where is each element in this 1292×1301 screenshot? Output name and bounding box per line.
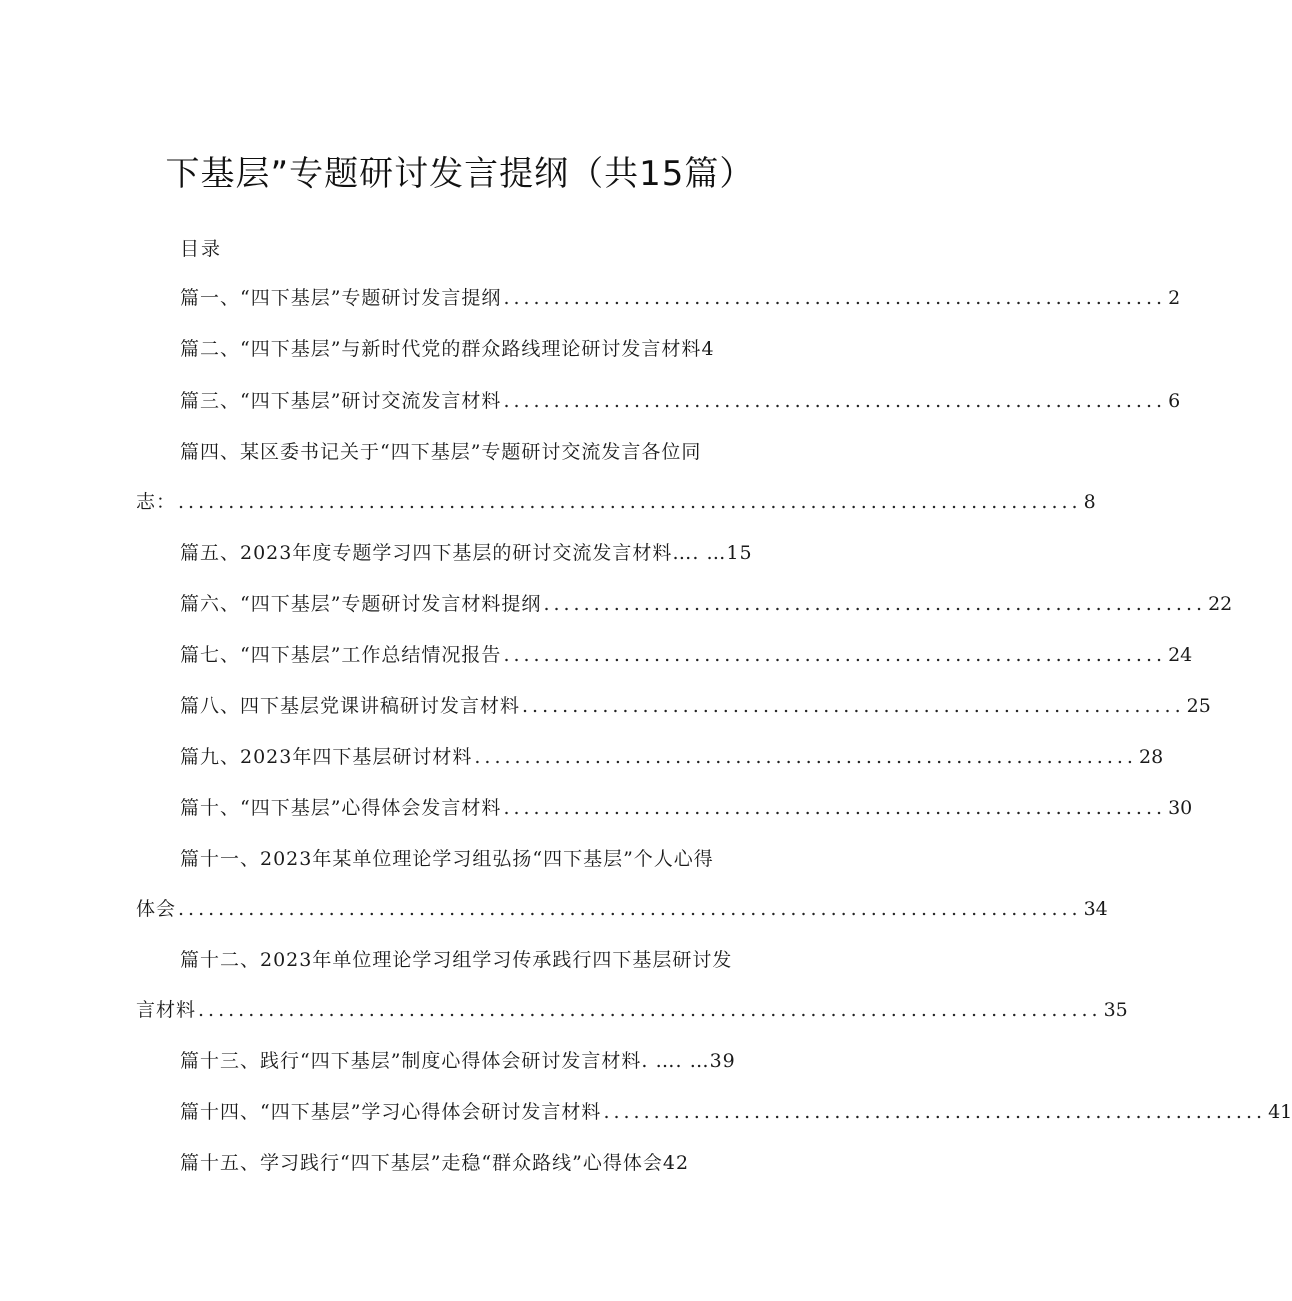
toc-entry[interactable]: [180, 944, 732, 976]
toc-leader-dots: ..................................................................: [522, 695, 1185, 717]
toc-entry[interactable]: [180, 1096, 1292, 1128]
toc-entry[interactable]: [180, 741, 1164, 773]
toc-entry[interactable]: [180, 792, 1193, 824]
toc-entry[interactable]: [180, 639, 1193, 671]
toc-entry-label: 篇五、2023年度专题学习四下基层的研讨交流发言材料…. …: [180, 542, 727, 564]
toc-entry[interactable]: [180, 436, 701, 468]
toc-page-number: 22: [1208, 593, 1233, 615]
toc-page-number: 24: [1168, 644, 1193, 666]
toc-entry-label: 篇七、“四下基层”工作总结情况报告: [180, 644, 502, 666]
toc-entry-label: 篇二、“四下基层”与新时代党的群众路线理论研讨发言材料: [180, 338, 702, 360]
toc-entry[interactable]: [180, 282, 1181, 314]
toc-entry-label: 篇一、“四下基层”专题研讨发言提纲: [180, 287, 502, 309]
toc-entry-continuation[interactable]: [136, 486, 1096, 518]
toc-leader-dots: ..................................................................: [503, 390, 1167, 412]
toc-entry-label: 篇十五、学习践行“四下基层”走稳“群众路线”心得体会: [180, 1152, 663, 1174]
toc-page-number: 15: [726, 542, 753, 564]
toc-page-number: 8: [1083, 491, 1096, 513]
toc-page-number: 25: [1186, 695, 1211, 717]
document-title: 下基层”专题研讨发言提纲（共15篇）: [165, 154, 755, 194]
toc-entry-label-continued: 言材料: [136, 999, 197, 1021]
toc-entry[interactable]: [180, 385, 1181, 417]
toc-page-number: 6: [1168, 390, 1181, 412]
toc-leader-dots: ..........................................................................................: [198, 999, 1102, 1021]
toc-entry-label: 篇十三、践行“四下基层”制度心得体会研讨发言材料. …. …: [180, 1050, 710, 1072]
toc-entry-label: 篇九、2023年四下基层研讨材料: [180, 746, 473, 768]
toc-leader-dots: ..................................................................: [503, 287, 1167, 309]
toc-leader-dots: ..................................................................: [474, 746, 1137, 768]
toc-entry-label-continued: 体会: [136, 898, 177, 920]
toc-entry[interactable]: [180, 843, 714, 875]
toc-page-number: 39: [709, 1050, 736, 1072]
toc-entry-label: 篇十、“四下基层”心得体会发言材料: [180, 797, 502, 819]
toc-page-number: 35: [1103, 999, 1128, 1021]
toc-leader-dots: ..........................................................................................: [178, 898, 1082, 920]
toc-entry[interactable]: [180, 1045, 736, 1077]
toc-page-number: 41: [1268, 1101, 1292, 1123]
toc-page-number: 34: [1083, 898, 1108, 920]
toc-entry[interactable]: [180, 690, 1211, 722]
toc-leader-dots: ..................................................................: [503, 644, 1167, 666]
toc-entry-label: 篇十二、2023年单位理论学习组学习传承践行四下基层研讨发: [180, 949, 733, 971]
toc-entry[interactable]: [180, 537, 753, 569]
toc-page-number: 28: [1138, 746, 1164, 768]
toc-entry-label-continued: 志：: [136, 491, 177, 513]
toc-entry-label: 篇六、“四下基层”专题研讨发言材料提纲: [180, 593, 542, 615]
toc-entry[interactable]: [180, 588, 1233, 620]
toc-entry-label: 篇四、某区委书记关于“四下基层”专题研讨交流发言各位同: [180, 441, 702, 463]
toc-leader-dots: ..................................................................: [603, 1101, 1267, 1123]
toc-page-number: 4: [701, 338, 715, 360]
toc-entry-continuation[interactable]: [136, 994, 1128, 1026]
toc-page-number: 42: [662, 1152, 690, 1174]
toc-entry-label: 篇三、“四下基层”研讨交流发言材料: [180, 390, 502, 412]
toc-entry-label: 篇十一、2023年某单位理论学习组弘扬“四下基层”个人心得: [180, 848, 714, 870]
toc-leader-dots: ..................................................................: [543, 593, 1207, 615]
toc-leader-dots: ..........................................................................................: [178, 491, 1082, 513]
toc-entry-label: 篇八、四下基层党课讲稿研讨发言材料: [180, 695, 521, 717]
toc-entry-label: 篇十四、“四下基层”学习心得体会研讨发言材料: [180, 1101, 602, 1123]
toc-entry-continuation[interactable]: [136, 893, 1108, 925]
toc-leader-dots: ..................................................................: [503, 797, 1167, 819]
toc-entry[interactable]: [180, 1147, 689, 1179]
toc-page-number: 30: [1168, 797, 1193, 819]
toc-heading: 目录: [180, 238, 223, 260]
toc-page-number: 2: [1168, 287, 1181, 309]
toc-entry[interactable]: [180, 333, 715, 365]
